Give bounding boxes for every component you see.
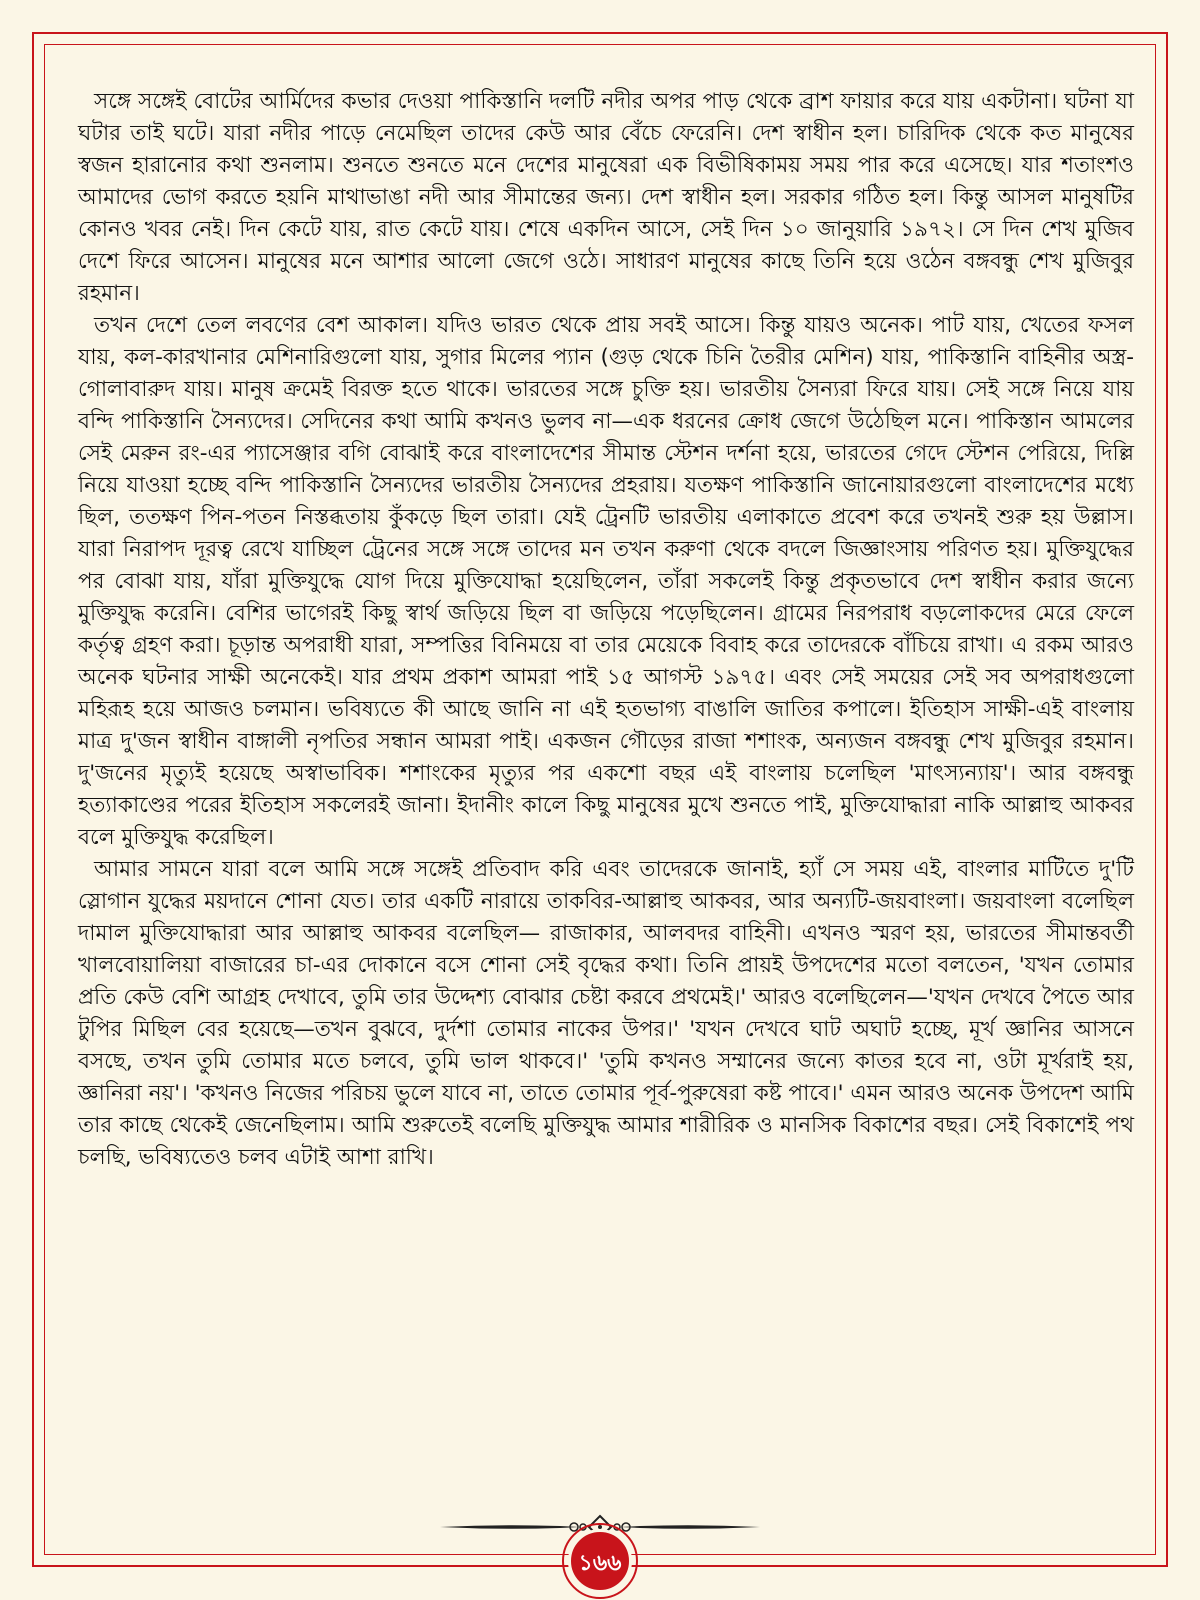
paragraph-3: আমার সামনে যারা বলে আমি সঙ্গে সঙ্গেই প্রতিবাদ করি এবং তাদেরকে জানাই, হ্যাঁ সে সময় এই, বাংলার মাটিতে দু'টি স্লোগান যুদ্ধের ময়দানে শোনা যেত। তার একটি নারায়ে তাকবির-আল্লাহু আকবর, আর অন্যটি-জয়বাংলা। জয়বাংলা বলেছিল দামাল মুক্তিযোদ্ধারা আর আল্লাহু আকবর বলেছিল— রাজাকার, আলবদর বাহিনী। এখনও স্মরণ হয়, ভারতের সীমান্তবর্তী খালবোয়ালিয়া বাজারের চা-এর দোকানে বসে শোনা সেই বৃদ্ধের কথা। তিনি প্রায়ই উপদেশের মতো বলতেন, 'যখন তোমার প্রতি কেউ বেশি আগ্রহ দেখাবে, তুমি তার উদ্দেশ্য বোঝার চেষ্টা করবে প্রথমেই।' আরও বলেছিলেন—'যখন দেখবে পৈতে আর টুপির মিছিল বের হয়েছে—তখন বুঝবে, দুর্দশা তোমার নাকের উপর।' 'যখন দেখবে ঘাট অঘাট হচ্ছে, মূর্খ জ্ঞানির আসনে বসছে, তখন তুমি তোমার মতে চলবে, তুমি ভাল থাকবে।' 'তুমি কখনও সম্মানের জন্যে কাতর হবে না, ওটা মূর্খরাই হয়, জ্ঞানিরা নয়'। 'কখনও নিজের পরিচয় ভুলে যাবে না, তাতে তোমার পূর্ব-পুরুষেরা কষ্ট পাবে।' এমন আরও অনেক উপদেশ আমি তার কাছে থেকেই জেনেছিলাম। আমি শুরুতেই বলেছি মুক্তিযুদ্ধ আমার শারীরিক ও মানসিক বিকাশের বছর। সেই বিকাশেই পথ চলছি, ভবিষ্যতেও চলব এটাই আশা রাখি।	[78, 857, 1134, 1170]
page-number: ১৬৬	[568, 1529, 632, 1593]
paragraph-2: তখন দেশে তেল লবণের বেশ আকাল। যদিও ভারত থেকে প্রায় সবই আসে। কিন্তু যায়ও অনেক। পাট যায়, খেতের ফসল যায়, কল-কারখানার মেশিনারিগুলো যায়, সুগার মিলের প্যান (গুড় থেকে চিনি তৈরীর মেশিন) যায়, পাকিস্তানি বাহিনীর অস্ত্র-গোলাবারুদ যায়। মানুষ ক্রমেই বিরক্ত হতে থাকে। ভারতের সঙ্গে চুক্তি হয়। ভারতীয় সৈন্যরা ফিরে যায়। সেই সঙ্গে নিয়ে যায় বন্দি পাকিস্তানি সৈন্যদের। সেদিনের কথা আমি কখনও ভুলব না—এক ধরনের ক্রোধ জেগে উঠেছিল মনে। পাকিস্তান আমলের সেই মেরুন রং-এর প্যাসেঞ্জার বগি বোঝাই করে বাংলাদেশের সীমান্ত স্টেশন দর্শনা হয়ে, ভারতের গেদে স্টেশন পেরিয়ে, দিল্লি নিয়ে যাওয়া হচ্ছে বন্দি পাকিস্তানি সৈন্যদের ভারতীয় সৈন্যদের প্রহরায়। যতক্ষণ পাকিস্তানি জানোয়ারগুলো বাংলাদেশের মধ্যে ছিল, ততক্ষণ পিন-পতন নিস্তব্ধতায় কুঁকড়ে ছিল তারা। যেই ট্রেনটি ভারতীয় এলাকাতে প্রবেশ করে তখনই শুরু হয় উল্লাস। যারা নিরাপদ দূরত্ব রেখে যাচ্ছিল ট্রেনের সঙ্গে সঙ্গে তাদের মন তখন করুণা থেকে বদলে জিজ্ঞাংসায় পরিণত হয়। মুক্তিযুদ্ধের পর বোঝা যায়, যাঁরা মুক্তিযুদ্ধে যোগ দিয়ে মুক্তিযোদ্ধা হয়েছিলেন, তাঁরা সকলেই কিন্তু প্রকৃতভাবে দেশ স্বাধীন করার জন্যে মুক্তিযুদ্ধ করেনি। বেশির ভাগেরই কিছু স্বার্থ জড়িয়ে ছিল বা জড়িয়ে পড়েছিলেন। গ্রামের নিরপরাধ বড়লোকদের মেরে ফেলে কর্তৃত্ব গ্রহণ করা। চূড়ান্ত অপরাধী যারা, সম্পত্তির বিনিময়ে বা তার মেয়েকে বিবাহ করে তাদেরকে বাঁচিয়ে রাখা। এ রকম আরও অনেক ঘটনার সাক্ষী অনেকেই। যার প্রথম প্রকাশ আমরা পাই ১৫ আগস্ট ১৯৭৫। এবং সেই সময়ের সেই সব অপরাধগুলো মহিরূহ হয়ে আজও চলমান। ভবিষ্যতে কী আছে জানি না এই হতভাগ্য বাঙালি জাতির কপালে। ইতিহাস সাক্ষী-এই বাংলায় মাত্র দু'জন স্বাধীন বাঙ্গালী নৃপতির সন্ধান আমরা পাই। একজন গৌড়ের রাজা শশাংক, অন্যজন বঙ্গবন্ধু শেখ মুজিবুর রহমান। দু'জনের মৃত্যুই হয়েছে অস্বাভাবিক। শশাংকের মৃত্যুর পর একশো বছর এই বাংলায় চলেছিল 'মাৎস্যন্যায়'। আর বঙ্গবন্ধু হত্যাকাণ্ডের পরের ইতিহাস সকলেরই জানা। ইদানীং কালে কিছু মানুষের মুখে শুনতে পাই, মুক্তিযোদ্ধারা নাকি আল্লাহু আকবর বলে মুক্তিযুদ্ধ করেছিল।	[78, 313, 1134, 850]
body-text	[78, 86, 1134, 1174]
paragraph-1: সঙ্গে সঙ্গেই বোটের আর্মিদের কভার দেওয়া পাকিস্তানি দলটি নদীর অপর পাড় থেকে ব্রাশ ফায়ার করে যায় একটানা। ঘটনা যা ঘটার তাই ঘটে। যারা নদীর পাড়ে নেমেছিল তাদের কেউ আর বেঁচে ফেরেনি। দেশ স্বাধীন হল। চারিদিক থেকে কত মানুষের স্বজন হারানোর কথা শুনলাম। শুনতে শুনতে মনে দেশের মানুষেরা এক বিভীষিকাময় সময় পার করে এসেছে। যার শতাংশও আমাদের ভোগ করতে হয়নি মাথাভাঙা নদী আর সীমান্তের জন্য। দেশ স্বাধীন হল। সরকার গঠিত হল। কিন্তু আসল মানুষটির কোনও খবর নেই। দিন কেটে যায়, রাত কেটে যায়। শেষে একদিন আসে, সেই দিন ১০ জানুয়ারি ১৯৭২। সে দিন শেখ মুজিব দেশে ফিরে আসেন। মানুষের মনে আশার আলো জেগে ওঠে। সাধারণ মানুষের কাছে তিনি হয়ে ওঠেন বঙ্গবন্ধু শেখ মুজিবুর রহমান।	[78, 89, 1134, 306]
